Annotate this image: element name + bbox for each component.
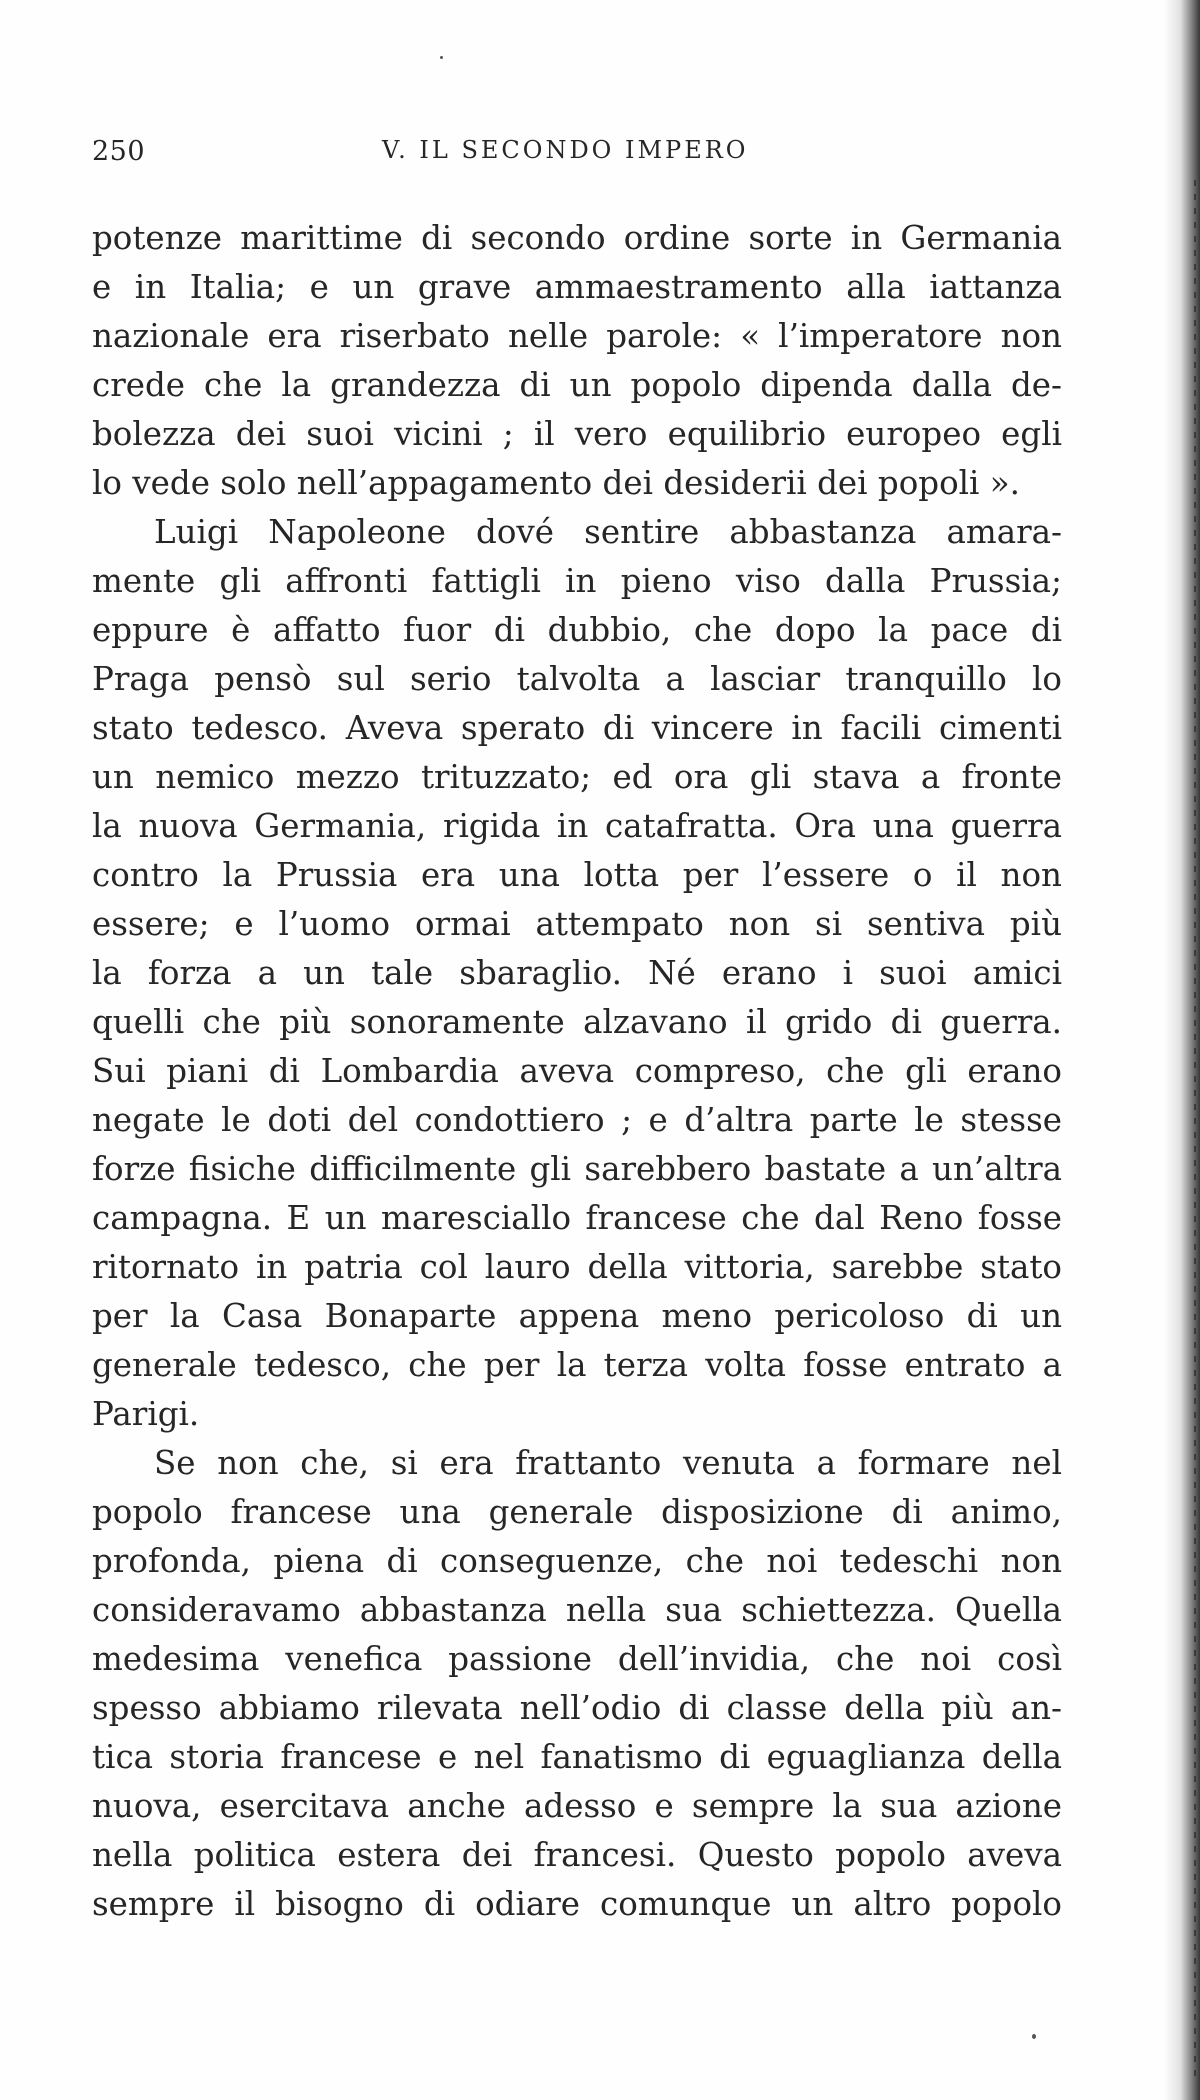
text-line: bolezza dei suoi vicini ; il vero equilibrio europeo egli <box>92 415 1062 453</box>
text-line: per la Casa Bonaparte appena meno pericoloso di un <box>92 1297 1062 1335</box>
text-line: Parigi. <box>92 1395 200 1433</box>
text-line: e in Italia; e un grave ammaestramento alla iattanza <box>92 268 1062 306</box>
text-line: la forza a un tale sbaraglio. Né erano i suoi amici <box>92 954 1062 992</box>
text-line: sempre il bisogno di odiare comunque un altro popolo <box>92 1885 1062 1923</box>
text-line: Sui piani di Lombardia aveva compreso, che gli erano <box>92 1052 1062 1090</box>
text-line: negate le doti del condottiero ; e d’altra parte le stesse <box>92 1101 1062 1139</box>
text-line: ritornato in patria col lauro della vittoria, sarebbe stato <box>92 1248 1062 1286</box>
text-line: un nemico mezzo trituzzato; ed ora gli stava a fronte <box>92 758 1062 796</box>
text-line: eppure è affatto fuor di dubbio, che dopo la pace di <box>92 611 1062 649</box>
text-line: generale tedesco, che per la terza volta fosse entrato a <box>92 1346 1062 1384</box>
text-line: Praga pensò sul serio talvolta a lasciar tranquillo lo <box>92 660 1062 698</box>
text-line: consideravamo abbastanza nella sua schiettezza. Quella <box>92 1591 1062 1629</box>
page-edge-binding <box>1194 180 1196 2080</box>
text-line: lo vede solo nell’appagamento dei desiderii dei popoli ». <box>92 464 1020 502</box>
text-line: quelli che più sonoramente alzavano il grido di guerra. <box>92 1003 1062 1041</box>
text-line: forze fisiche difficilmente gli sarebbero bastate a un’altra <box>92 1150 1062 1188</box>
text-line: mente gli affronti fattigli in pieno viso dalla Prussia; <box>92 562 1062 600</box>
text-line: crede che la grandezza di un popolo dipenda dalla de- <box>92 366 1062 404</box>
text-line: nella politica estera dei francesi. Questo popolo aveva <box>92 1836 1062 1874</box>
text-line: spesso abbiamo rilevata nell’odio di classe della più an- <box>92 1689 1062 1727</box>
text-line: nazionale era riserbato nelle parole: « l’imperatore non <box>92 317 1062 355</box>
text-line: la nuova Germania, rigida in catafratta. Ora una guerra <box>92 807 1062 845</box>
page-header <box>92 136 1072 172</box>
text-line: profonda, piena di conseguenze, che noi tedeschi non <box>92 1542 1062 1580</box>
text-line: potenze marittime di secondo ordine sorte in Germania <box>92 219 1062 257</box>
paragraph-start-line: Se non che, si era frattanto venuta a formare nel <box>154 1444 1062 1482</box>
scan-speck <box>1032 2034 1036 2039</box>
body-text <box>92 214 1062 1929</box>
text-line: nuova, esercitava anche adesso e sempre la sua azione <box>92 1787 1062 1825</box>
text-line: essere; e l’uomo ormai attempato non si sentiva più <box>92 905 1062 943</box>
text-line: campagna. E un maresciallo francese che dal Reno fosse <box>92 1199 1062 1237</box>
text-line: contro la Prussia era una lotta per l’essere o il non <box>92 856 1062 894</box>
text-line: popolo francese una generale disposizione di animo, <box>92 1493 1062 1531</box>
text-line: stato tedesco. Aveva sperato di vincere in facili cimenti <box>92 709 1062 747</box>
paragraph-start-line: Luigi Napoleone dové sentire abbastanza amara- <box>154 513 1062 551</box>
page-number: 250 <box>92 136 146 167</box>
text-line: medesima venefica passione dell’invidia, che noi così <box>92 1640 1062 1678</box>
text-line: tica storia francese e nel fanatismo di eguaglianza della <box>92 1738 1062 1776</box>
running-head: V. IL SECONDO IMPERO <box>382 136 749 164</box>
scan-speck <box>440 56 443 59</box>
